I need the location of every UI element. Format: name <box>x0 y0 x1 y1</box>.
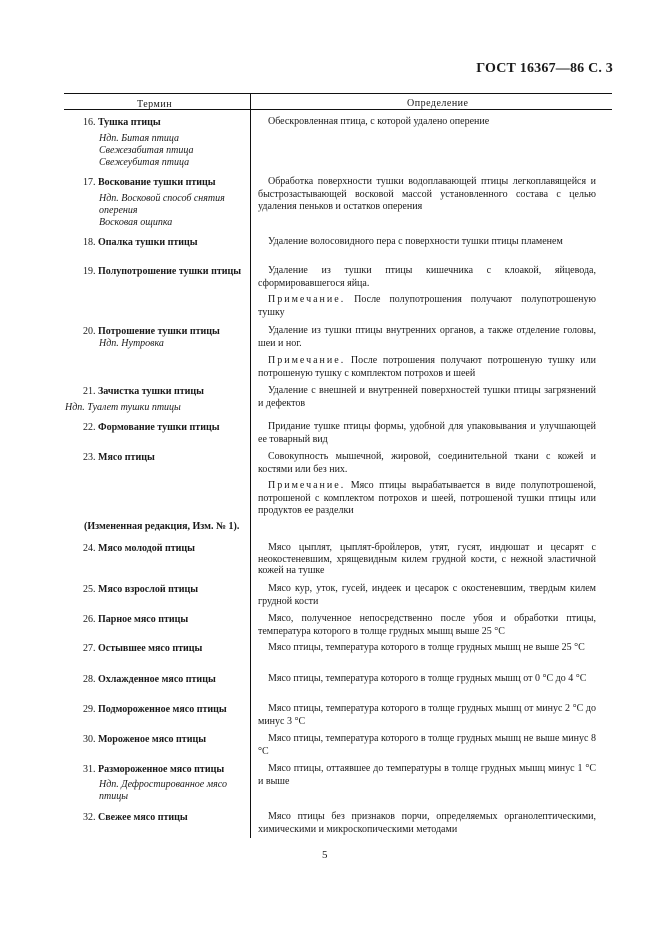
term-18: 18. Опалка тушки птицы <box>83 237 198 248</box>
synonym-16: Ндп. Битая птица Свежезабитая птица Свежеубитая птица <box>99 133 194 168</box>
term-24: 24. Мясо молодой птицы <box>83 543 195 554</box>
term-17: 17. Воскование тушки птицы Ндп. Восковой способ снятия оперения Восковая ощипка <box>83 176 248 229</box>
term-19: 19. Полупотрошение тушки птицы <box>83 266 242 277</box>
term-27: 27. Остывшее мясо птицы <box>83 643 203 654</box>
definition-20: Удаление из тушки птицы внутренних органов, а также отделение головы, шеи и ног. <box>258 325 596 349</box>
term-32: 32. Свежее мясо птицы <box>83 812 188 823</box>
column-header-term: Термин <box>137 99 173 110</box>
definition-26: Мясо, полученное непосредственно после убоя и обработки птицы, температура которого в толще грудных мышц выше 25 °С <box>258 613 596 637</box>
definition-24: Мясо цыплят, цыплят-бройлеров, утят, гусят, индюшат и цесарят с неокостеневшим, хрящевидным килем грудной кости, с нежной эластичной кожей на тушке <box>258 542 596 576</box>
column-header-definition: Определение <box>407 98 469 109</box>
term-25: 25. Мясо взрослой птицы <box>83 584 199 595</box>
definition-19: Удаление из тушки птицы кишечника с клоакой, яйцевода, сформировавшегося яйца. <box>258 265 596 289</box>
definition-23: Совокупность мышечной, жировой, соединительной ткани с кожей и костями или без них. <box>258 451 596 475</box>
term-29: 29. Подмороженное мясо птицы <box>83 704 227 715</box>
definition-31: Мясо птицы, оттаявшее до температуры в толще грудных мышц минус 1 °С и выше <box>258 763 596 787</box>
definition-27: Мясо птицы, температура которого в толще грудных мышц не выше 25 °С <box>268 642 585 653</box>
definition-28: Мясо птицы, температура которого в толще грудных мышц от 0 °С до 4 °С <box>268 673 587 684</box>
definition-32: Мясо птицы без признаков порчи, определяемых органолептическими, химическими и микроскопическими методами <box>258 811 596 835</box>
term-21: 21. Зачистка тушки птицы Ндп. Туалет тушки птицы <box>65 386 204 413</box>
synonym-21: Ндп. Туалет тушки птицы <box>65 402 181 413</box>
definition-22: Придание тушке птицы формы, удобной для упаковывания и улучшающей ее товарный вид <box>258 421 596 445</box>
definition-17: Обработка поверхности тушки водоплавающей птицы легкоплавящейся и быстрозастывающей восковой массой установленного состава с целью удаления пеньков и остатков оперения <box>258 176 596 212</box>
note-19: Примечание. После полупотрошения получают полупотрошеную тушку <box>258 294 596 318</box>
synonym-17: Ндп. Восковой способ снятия оперения Восковая ощипка <box>99 193 225 228</box>
synonym-20: Ндп. Нутровка <box>99 338 164 349</box>
table-top-rule <box>64 93 612 94</box>
term-26: 26. Парное мясо птицы <box>83 614 189 625</box>
table-column-divider <box>250 93 251 838</box>
terms-table <box>64 93 612 838</box>
definition-21: Удаление с внешней и внутренней поверхностей тушки птицы загрязнений и дефектов <box>258 385 596 409</box>
definition-16: Обескровленная птица, с которой удалено оперение <box>268 116 490 127</box>
synonym-31: Ндп. Дефростированное мясо птицы <box>99 779 227 802</box>
term-22: 22. Формование тушки птицы <box>83 422 220 433</box>
definition-25: Мясо кур, уток, гусей, индеек и цесарок с окостеневшим, твердым килем грудной кости <box>258 583 596 607</box>
term-23: 23. Мясо птицы <box>83 452 155 463</box>
amendment-note: (Измененная редакция, Изм. № 1). <box>84 521 240 532</box>
term-16: 16. Тушка птицы Ндп. Битая птица Свежезабитая птица Свежеубитая птица <box>83 116 248 169</box>
note-23: Примечание. Мясо птицы вырабатывается в виде полупотрошеной, потрошеной с комплектом потрохов и шеей, потрошеной тушки птицы или продуктов ее разделки <box>258 480 596 516</box>
term-31: 31. Размороженное мясо птицы Ндп. Дефростированное мясо птицы <box>83 764 227 802</box>
definition-29: Мясо птицы, температура которого в толще грудных мышц от минус 2 °С до минус 3 °С <box>258 703 596 727</box>
term-30: 30. Мороженое мясо птицы <box>83 734 207 745</box>
definition-30: Мясо птицы, температура которого в толще грудных мышц не выше минус 8 °С <box>258 733 596 757</box>
page-number: 5 <box>322 849 328 861</box>
term-20: 20. Потрошение тушки птицы Ндп. Нутровка <box>83 326 220 349</box>
term-28: 28. Охлажденное мясо птицы <box>83 674 216 685</box>
definition-18: Удаление волосовидного пера с поверхности тушки птицы пламенем <box>268 236 563 247</box>
note-20: Примечание. После потрошения получают потрошеную тушку или потрошеную тушку с комплектом потрохов и шеей <box>258 355 597 379</box>
page-header: ГОСТ 16367—86 С. 3 <box>476 61 613 76</box>
